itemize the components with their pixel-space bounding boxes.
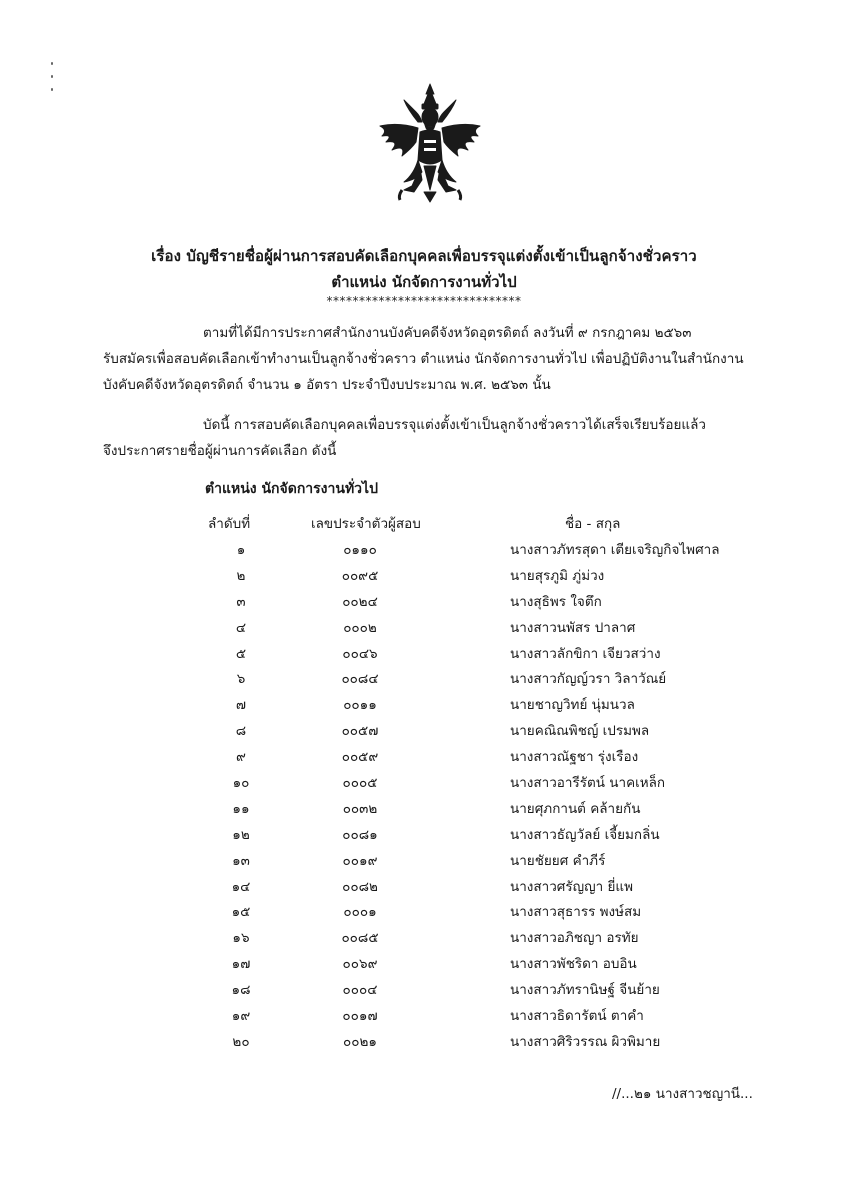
row-name: นางสาวธัญวัลย์ เจี้ยมกลิ่น xyxy=(510,826,660,843)
subject-line: เรื่อง บัญชีรายชื่อผู้ผ่านการสอบคัดเลือกบุคคลเพื่อบรรจุแต่งตั้งเข้าเป็นลูกจ้างชั่วคราว xyxy=(151,247,697,265)
table-row xyxy=(0,616,848,642)
table-row xyxy=(0,952,848,978)
row-exam-id: ๐๐๘๔ xyxy=(341,671,379,688)
table-row xyxy=(0,719,848,745)
row-exam-id: ๐๐๐๑ xyxy=(343,904,377,921)
row-name: นางสาวภัทรสุดา เตียเจริญกิจไพศาล xyxy=(510,542,720,558)
row-order: ๑๖ xyxy=(232,930,250,947)
row-exam-id: ๐๐๘๒ xyxy=(342,878,378,895)
row-name: นายคณิณพิชญ์ เปรมพล xyxy=(510,723,650,740)
row-exam-id: ๐๐๒๑ xyxy=(343,1033,377,1050)
row-exam-id: ๐๐๓๒ xyxy=(342,800,378,817)
scan-speck-marks xyxy=(50,62,54,106)
row-exam-id: ๐๐๔๖ xyxy=(342,645,378,662)
table-row xyxy=(0,564,848,590)
row-exam-id: ๐๐๐๒ xyxy=(343,619,377,636)
row-order: ๑๕ xyxy=(231,904,251,921)
table-row xyxy=(0,1004,848,1030)
row-order: ๙ xyxy=(236,749,246,766)
paragraph-result xyxy=(103,412,773,464)
row-order: ๑๔ xyxy=(231,878,251,895)
column-header-name: ชื่อ - สกุล xyxy=(565,516,621,532)
row-name: นางสาวกัญญ์วรา วิลาวัณย์ xyxy=(510,671,667,688)
table-row xyxy=(0,1030,848,1056)
table-row xyxy=(0,823,848,849)
row-order: ๖ xyxy=(236,671,246,688)
position-heading: ตำแหน่ง นักจัดการงานทั่วไป xyxy=(331,273,517,291)
row-order: ๔ xyxy=(235,619,247,636)
row-exam-id: ๐๐๒๔ xyxy=(342,593,378,610)
separator-stars: ****************************** xyxy=(326,294,522,308)
continuation-note: //...๒๑ นางสาวชญานี... xyxy=(612,1086,753,1102)
table-row xyxy=(0,797,848,823)
list-section-title: ตำแหน่ง นักจัดการงานทั่วไป xyxy=(205,481,378,497)
row-name: นางสาวศิริวรรณ ผิวพิมาย xyxy=(510,1033,661,1050)
paragraph-line: บัดนี้ การสอบคัดเลือกบุคคลเพื่อบรรจุแต่งตั้งเข้าเป็นลูกจ้างชั่วคราวได้เสร็จเรียบร้อยแล้ว xyxy=(203,417,706,433)
row-name: นายชัยยศ คำภีร์ xyxy=(510,852,606,869)
row-exam-id: ๐๐๑๑ xyxy=(343,697,377,714)
row-exam-id: ๐๐๘๑ xyxy=(342,826,378,843)
row-exam-id: ๐๐๑๙ xyxy=(342,852,378,869)
table-row xyxy=(0,693,848,719)
row-name: นางสาวธิดารัตน์ ตาคำ xyxy=(510,1008,644,1025)
row-exam-id: ๐๐๘๕ xyxy=(341,930,379,947)
row-name: นางสาวศรัญญา ยี่แพ xyxy=(510,878,634,895)
row-order: ๑๙ xyxy=(231,1008,251,1025)
column-header-order: ลำดับที่ xyxy=(208,516,251,532)
row-order: ๑๑ xyxy=(232,800,250,817)
row-order: ๑๐ xyxy=(232,775,250,792)
row-name: นางสาวอภิชญา อรทัย xyxy=(510,930,639,947)
row-name: นางสาวอารีรัตน์ นาคเหล็ก xyxy=(510,775,666,792)
table-row xyxy=(0,926,848,952)
table-row xyxy=(0,849,848,875)
row-order: ๒ xyxy=(236,567,246,584)
row-exam-id: ๐๐๕๗ xyxy=(341,723,379,740)
row-name: นางสาวนพัสร ปาลาศ xyxy=(510,619,636,636)
table-row xyxy=(0,667,848,693)
table-row xyxy=(0,642,848,668)
table-row xyxy=(0,590,848,616)
row-exam-id: ๐๐๙๕ xyxy=(341,567,379,584)
paragraph-line: จึงประกาศรายชื่อผู้ผ่านการคัดเลือก ดังนี้ xyxy=(103,443,337,459)
row-exam-id: ๐๐๖๙ xyxy=(342,956,378,973)
row-name: นางสุธิพร ใจตึก xyxy=(510,593,602,610)
row-order: ๗ xyxy=(235,697,247,714)
table-row xyxy=(0,900,848,926)
row-order: ๑๘ xyxy=(231,982,251,999)
row-order: ๑ xyxy=(236,542,246,558)
row-exam-id: ๐๐๐๔ xyxy=(342,982,378,999)
row-name: นายศุภกานต์ คล้ายกัน xyxy=(510,800,641,817)
table-row xyxy=(0,875,848,901)
row-order: ๓ xyxy=(236,593,246,610)
paragraph-line: รับสมัครเพื่อสอบคัดเลือกเข้าทำงานเป็นลูกจ้างชั่วคราว ตำแหน่ง นักจัดการงานทั่วไป เพื่อปฏิบัติงานในสำนักงาน xyxy=(103,351,744,367)
row-name: นางสาวณัฐชา รุ่งเรือง xyxy=(510,749,639,766)
row-exam-id: ๐๑๑๐ xyxy=(343,542,377,558)
table-row xyxy=(0,745,848,771)
row-name: นางสาวพัชริดา อบอิน xyxy=(510,956,637,973)
row-exam-id: ๐๐๐๕ xyxy=(342,775,378,792)
row-exam-id: ๐๐๕๙ xyxy=(341,749,379,766)
row-name: นางสาวสุธารร พงษ์สม xyxy=(510,904,642,921)
row-order: ๑๒ xyxy=(232,826,250,843)
paragraph-line: ตามที่ได้มีการประกาศสำนักงานบังคับคดีจังหวัดอุตรดิตถ์ ลงวันที่ ๙ กรกฎาคม ๒๕๖๓ xyxy=(203,325,692,341)
row-order: ๘ xyxy=(235,723,247,740)
table-row xyxy=(0,538,848,564)
row-order: ๕ xyxy=(235,645,247,662)
paragraph-announcement xyxy=(103,320,773,398)
row-exam-id: ๐๐๑๗ xyxy=(342,1008,378,1025)
column-header-exam-id: เลขประจำตัวผู้สอบ xyxy=(311,516,421,532)
row-order: ๑๓ xyxy=(232,852,250,869)
table-row xyxy=(0,978,848,1004)
row-name: นางสาวลักขิกา เจียวสว่าง xyxy=(510,645,661,662)
candidate-list xyxy=(0,538,848,1056)
garuda-emblem-icon xyxy=(374,82,486,204)
row-order: ๑๗ xyxy=(231,956,251,973)
paragraph-line: บังคับคดีจังหวัดอุตรดิตถ์ จำนวน ๑ อัตรา ประจำปีงบประมาณ พ.ศ. ๒๕๖๓ นั้น xyxy=(103,377,551,393)
row-name: นายชาญวิทย์ นุ่มนวล xyxy=(510,697,635,714)
table-row xyxy=(0,771,848,797)
row-order: ๒๐ xyxy=(232,1033,250,1050)
row-name: นางสาวภัทรานิษฐ์ จีนย้าย xyxy=(510,982,660,999)
row-name: นายสุรภูมิ ภู่ม่วง xyxy=(510,567,605,584)
